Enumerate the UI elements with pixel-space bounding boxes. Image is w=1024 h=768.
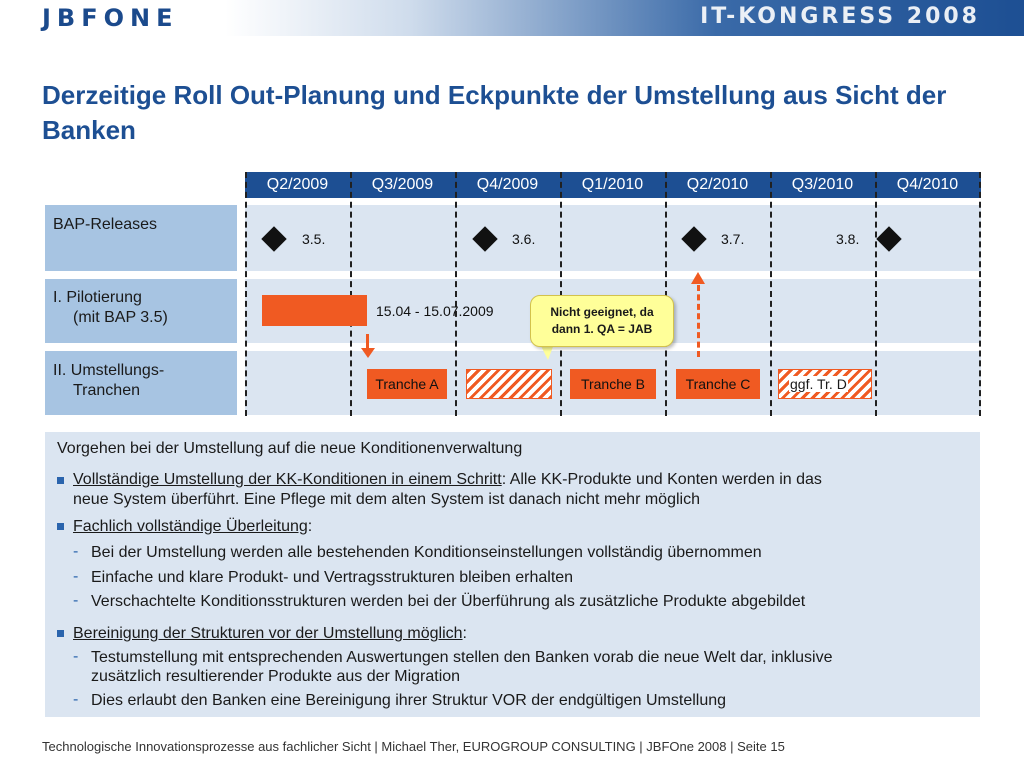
slide-footer: Technologische Innovationsprozesse aus fachlicher Sicht | Michael Ther, EUROGROUP CONSULTING | JBFOne 2008 | Seite 15 [42, 739, 785, 754]
quarter-divider [770, 172, 772, 416]
event-title: IT-KONGRESS 2008 [700, 4, 980, 29]
bullet-2-underlined: Fachlich vollständige Überleitung [73, 518, 308, 535]
bullet-2-rest: : [307, 518, 313, 535]
quarter-divider [245, 172, 247, 416]
bullet-2-sub-1: Bei der Umstellung werden alle bestehenden Konditionseinstellungen vollständig übernommen [91, 544, 762, 561]
tranche-a: Tranche A [367, 369, 447, 399]
row-label-bap-text: BAP-Releases [53, 216, 158, 233]
release-label-3-5: 3.5. [302, 231, 326, 247]
quarter-divider [350, 172, 352, 416]
bullet-3-line [73, 624, 467, 644]
quarter-q2-2010: Q2/2010 [686, 176, 749, 193]
row-label-pilot-line2: (mit BAP 3.5) [73, 309, 168, 326]
quarter-divider [979, 172, 981, 416]
quarter-header [245, 172, 981, 198]
bullet-2-line [73, 517, 312, 537]
quarter-divider [455, 172, 457, 416]
arrow-up-dashed-icon [697, 285, 700, 357]
bullet-2-sub-3: Verschachtelte Konditionsstrukturen werden bei der Überführung als zusätzliche Produkte abgebildet [91, 593, 806, 610]
bullet-3-sub-2: Dies erlaubt den Banken eine Bereinigung ihrer Struktur VOR der endgültigen Umstellung [91, 692, 727, 709]
tranche-d-optional [778, 369, 872, 399]
tranche-d-label: ggf. Tr. D [790, 376, 847, 392]
row-bap-bg [245, 205, 981, 271]
dash-icon: - [73, 568, 79, 585]
dash-icon: - [73, 691, 79, 708]
callout-line2: dann 1. QA = JAB [551, 322, 653, 336]
quarter-q4-2010: Q4/2010 [896, 176, 959, 193]
quarter-divider [665, 172, 667, 416]
bullet-1-line1 [73, 470, 822, 490]
dash-icon: - [73, 543, 79, 560]
callout-note [530, 295, 674, 347]
quarter-q3-2010: Q3/2010 [791, 176, 854, 193]
arrow-up-head-icon [691, 272, 705, 284]
procedure-heading: Vorgehen bei der Umstellung auf die neue Konditionenverwaltung [57, 440, 523, 457]
quarter-q3-2009: Q3/2009 [371, 176, 434, 193]
quarter-divider [560, 172, 562, 416]
bullet-2-sub-2: Einfache und klare Produkt- und Vertragsstrukturen bleiben erhalten [91, 569, 574, 586]
bullet-1-rest: : Alle KK-Produkte und Konten werden in das [501, 471, 822, 488]
release-label-3-8: 3.8. [836, 231, 860, 247]
arrow-down-head-icon [361, 348, 375, 358]
slide-title: Derzeitige Roll Out-Planung und Eckpunkte der Umstellung aus Sicht der Banken [42, 80, 947, 145]
bullet-square-icon [57, 630, 64, 637]
bullet-3-sub-1-line1: Testumstellung mit entsprechenden Auswertungen stellen den Banken vorab die neue Welt dar, inklusive [91, 649, 833, 666]
row-label-pilot [45, 279, 237, 343]
bullet-square-icon [57, 477, 64, 484]
tranche-b: Tranche B [570, 369, 656, 399]
quarter-q2-2009: Q2/2009 [266, 176, 329, 193]
arrow-down-icon [366, 334, 369, 349]
quarter-divider [875, 172, 877, 416]
row-label-tranchen [45, 351, 237, 415]
bullet-3-underlined: Bereinigung der Strukturen vor der Umstellung möglich [73, 625, 463, 642]
row-label-pilot-line1: I. Pilotierung [53, 289, 142, 306]
dash-icon: - [73, 648, 79, 665]
procedure-textbox [45, 432, 980, 717]
pilot-bar [262, 295, 367, 326]
bullet-1-underlined: Vollständige Umstellung der KK-Konditionen in einem Schritt [73, 471, 502, 488]
row-label-tranchen-line2: Tranchen [73, 382, 140, 399]
release-label-3-7: 3.7. [721, 231, 745, 247]
tranche-a-extension [466, 369, 552, 399]
tranche-c: Tranche C [676, 369, 760, 399]
dash-icon: - [73, 592, 79, 609]
bullet-square-icon [57, 523, 64, 530]
callout-line1: Nicht geeignet, da [550, 305, 654, 319]
row-label-bap [45, 205, 237, 271]
quarter-q4-2009: Q4/2009 [476, 176, 539, 193]
bullet-3-rest: : [462, 625, 467, 642]
release-label-3-6: 3.6. [512, 231, 536, 247]
jbfone-logo: JBFONE [42, 4, 179, 32]
bullet-1-line2: neue System überführt. Eine Pflege mit dem alten System ist danach nicht mehr möglich [73, 491, 700, 508]
bullet-3-sub-1-line2: zusätzlich resultierender Produkte aus der Migration [91, 668, 461, 685]
pilot-dates: 15.04 - 15.07.2009 [376, 303, 494, 319]
quarter-q1-2010: Q1/2010 [581, 176, 644, 193]
row-label-tranchen-line1: II. Umstellungs- [53, 362, 165, 379]
